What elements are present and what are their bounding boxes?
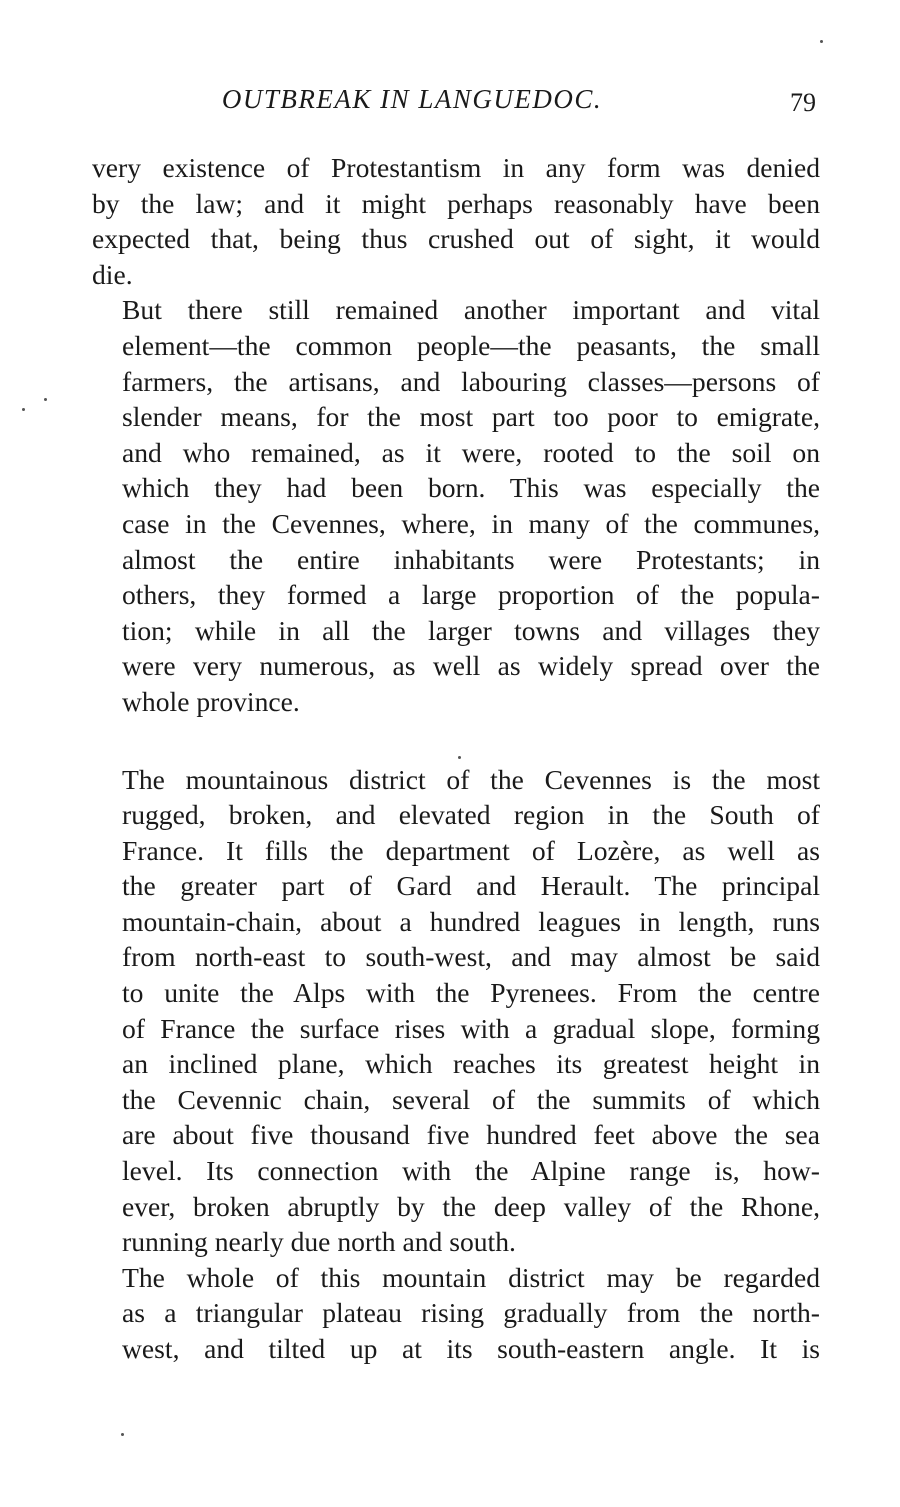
text-line: rugged, broken, and elevated region in the South of [122, 799, 820, 831]
text-line: tion; while in all the larger towns and villages they [122, 614, 820, 646]
text-line: very existence of Protestantism in any form was denied [92, 152, 820, 183]
text-line: as a triangular plateau rising gradually from the north- [122, 1297, 820, 1329]
text-line: and who remained, as it were, rooted to the soil on [122, 436, 820, 468]
running-head [92, 84, 822, 124]
text-line: from north-east to south-west, and may almost be said [122, 941, 820, 973]
text-line: the Cevennic chain, several of the summits of which [122, 1083, 820, 1115]
text-line: an inclined plane, which reaches its greatest height in [122, 1048, 820, 1080]
text-line: west, and tilted up at its south-eastern angle. It is [122, 1333, 820, 1364]
page-number: 79 [790, 88, 816, 117]
text-line: to unite the Alps with the Pyrenees. From the centre [122, 977, 820, 1009]
running-title: OUTBREAK IN LANGUEDOC. [221, 84, 603, 114]
text-line: The mountainous district of the Cevennes is the most [122, 763, 820, 795]
text-line: the greater part of Gard and Herault. The principal [122, 870, 820, 902]
text-line: others, they formed a large proportion of the popula- [122, 579, 820, 611]
scan-speck [121, 1433, 124, 1436]
text-line: whole province. [122, 685, 300, 717]
scan-speck [22, 408, 25, 411]
scan-speck [44, 398, 47, 401]
text-line: ever, broken abruptly by the deep valley of the Rhone, [122, 1190, 820, 1222]
text-line: were very numerous, as well as widely spread over the [122, 650, 820, 682]
text-line: almost the entire inhabitants were Protestants; in [122, 543, 820, 575]
text-line: are about five thousand five hundred feet above the sea [122, 1119, 820, 1151]
text-line: of France the surface rises with a gradual slope, forming [122, 1012, 820, 1044]
scan-speck [820, 40, 823, 43]
text-line: element—the common people—the peasants, the small [122, 329, 820, 361]
paragraph-plateau [92, 1260, 820, 1367]
text-line: die. [92, 258, 133, 290]
paragraph-continued [92, 150, 820, 292]
text-line: level. Its connection with the Alpine range is, how- [122, 1155, 820, 1187]
paragraph-cevennes-geography [92, 762, 820, 1260]
text-line: The whole of this mountain district may be regarded [122, 1261, 820, 1293]
text-line: expected that, being thus crushed out of sight, it would [92, 223, 820, 255]
text-line: France. It fills the department of Lozère, as well as [122, 834, 820, 866]
text-line: slender means, for the most part too poor to emigrate, [122, 401, 820, 433]
text-line: running nearly due north and south. [122, 1226, 516, 1258]
text-line: mountain-chain, about a hundred leagues in length, runs [122, 905, 820, 937]
text-line: which they had been born. This was especially the [122, 472, 820, 504]
text-line: farmers, the artisans, and labouring classes—persons of [122, 365, 820, 397]
text-line: But there still remained another important and vital [122, 294, 820, 326]
text-line: by the law; and it might perhaps reasonably have been [92, 187, 820, 219]
text-line: case in the Cevennes, where, in many of the communes, [122, 507, 820, 539]
body-text [92, 150, 820, 1367]
paragraph-common-people [92, 292, 820, 719]
scan-speck [458, 756, 461, 759]
